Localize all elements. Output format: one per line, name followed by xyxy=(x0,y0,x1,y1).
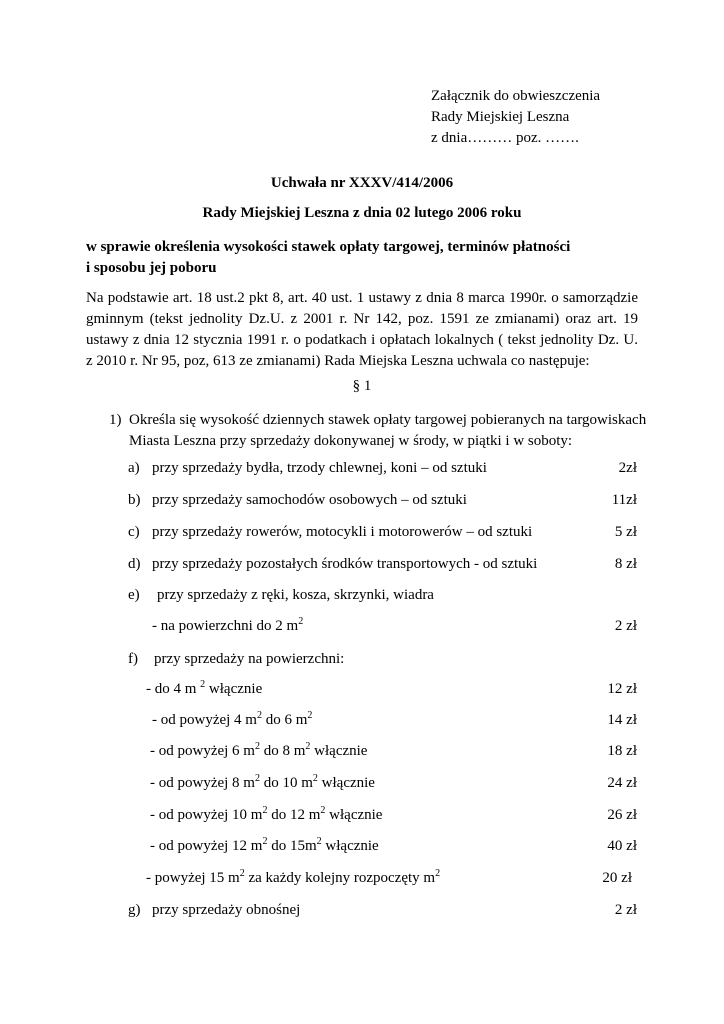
item-price: 12 zł xyxy=(607,681,637,697)
basis-line-3: ustawy z dnia 12 stycznia 1991 r. o podatkach i opłatach lokalnych ( tekst jednolity Dz. U. xyxy=(86,332,638,348)
point-1-line-1: Określa się wysokość dziennych stawek opłaty targowej pobieranych na targowiskach xyxy=(129,412,647,428)
header-line-3: z dnia……… poz. ……. xyxy=(431,130,579,146)
item-description: - na powierzchni do 2 $m^2$ xyxy=(152,616,304,634)
item-description: przy sprzedaży na powierzchni: xyxy=(154,651,345,667)
header-line-2: Rady Miejskiej Leszna xyxy=(431,109,570,125)
list-item-g xyxy=(0,902,724,924)
list-item-f-row xyxy=(0,838,724,860)
resolution-subject xyxy=(86,237,646,279)
list-item-d xyxy=(0,556,724,578)
legal-basis-paragraph xyxy=(86,288,638,372)
point-1-line-2: Miasta Leszna przy sprzedaży dokonywanej w środy, w piątki i w soboty: xyxy=(129,433,573,449)
list-item-f-row xyxy=(0,712,724,734)
basis-line-2: gminnym (tekst jednolity Dz.U. z 2001 r. Nr 142, poz. 1591 ze zmianami) oraz art. 19 xyxy=(86,311,638,327)
basis-line-4: z 2010 r. Nr 95, poz, 613 ze zmianami) Rada Miejska Leszna uchwala co następuje: xyxy=(86,353,590,369)
item-price: 14 zł xyxy=(607,712,637,728)
item-description: - od powyżej 12 $m^2$ do $15m^2$ włącznie xyxy=(150,836,379,854)
item-letter: b) xyxy=(128,492,141,508)
list-item-b xyxy=(0,492,724,514)
attachment-header xyxy=(431,86,600,149)
item-description: przy sprzedaży pozostałych środków transportowych - od sztuki xyxy=(152,556,538,572)
list-item-f xyxy=(0,651,724,673)
item-letter: d) xyxy=(128,556,141,572)
list-item-e xyxy=(0,587,724,609)
item-price: 26 zł xyxy=(607,807,637,823)
item-letter: g) xyxy=(128,902,141,918)
subject-line-2: i sposobu jej poboru xyxy=(86,260,217,276)
list-item-f-row xyxy=(0,743,724,765)
list-item-a xyxy=(0,460,724,482)
item-description: przy sprzedaży z ręki, kosza, skrzynki, wiadra xyxy=(157,587,434,603)
item-letter: a) xyxy=(128,460,140,476)
item-description: - do 4 m $^2$ włącznie xyxy=(146,679,263,697)
item-price: 18 zł xyxy=(607,743,637,759)
item-description: - od powyżej 10 $m^2$ do 12 $m^2$ włącznie xyxy=(150,805,383,823)
item-price: 24 zł xyxy=(607,775,637,791)
list-item-f-row xyxy=(0,681,724,703)
item-letter: e) xyxy=(128,587,140,603)
point-1-number: 1) xyxy=(109,412,122,428)
item-description: przy sprzedaży rowerów, motocykli i motorowerów – od sztuki xyxy=(152,524,533,540)
item-description: przy sprzedaży obnośnej xyxy=(152,902,301,918)
item-description: przy sprzedaży bydła, trzody chlewnej, koni – od sztuki xyxy=(152,460,487,476)
item-price: 5 zł xyxy=(614,524,637,540)
header-line-1: Załącznik do obwieszczenia xyxy=(431,88,601,104)
item-description: - od powyżej 6 $m^2$ do 8 $m^2$ włącznie xyxy=(150,741,368,759)
item-description: - od powyżej 8 $m^2$ do 10 $m^2$ włącznie xyxy=(150,773,375,791)
item-description: - od powyżej 4 $m^2$ do 6 $m^2$ xyxy=(152,710,313,728)
item-price: 2 zł xyxy=(614,902,637,918)
basis-line-1: Na podstawie art. 18 ust.2 pkt 8, art. 40 ust. 1 ustawy z dnia 8 marca 1990r. o samorządzie xyxy=(86,290,638,306)
list-item-f-row xyxy=(0,807,724,829)
item-letter: f) xyxy=(128,651,138,667)
resolution-number: Uchwała nr XXXV/414/2006 xyxy=(270,175,454,191)
item-price: 2zł xyxy=(618,460,637,476)
section-mark: § 1 xyxy=(352,378,372,394)
item-price: 20 zł xyxy=(602,870,632,886)
list-item-e-sub xyxy=(0,618,724,640)
item-price: 8 zł xyxy=(614,556,637,572)
list-item-c xyxy=(0,524,724,546)
item-price: 2 zł xyxy=(614,618,637,634)
subject-line-1: w sprawie określenia wysokości stawek opłaty targowej, terminów płatności xyxy=(86,239,571,255)
item-description: przy sprzedaży samochodów osobowych – od sztuki xyxy=(152,492,467,508)
list-item-f-row xyxy=(0,870,724,892)
item-letter: c) xyxy=(128,524,140,540)
item-price: 11zł xyxy=(611,492,637,508)
item-description: - powyżej 15 $m^2$ za każdy kolejny rozpoczęty $m^2$ xyxy=(146,868,441,886)
item-price: 40 zł xyxy=(607,838,637,854)
resolution-council-date: Rady Miejskiej Leszna z dnia 02 lutego 2006 roku xyxy=(202,205,522,221)
list-item-f-row xyxy=(0,775,724,797)
